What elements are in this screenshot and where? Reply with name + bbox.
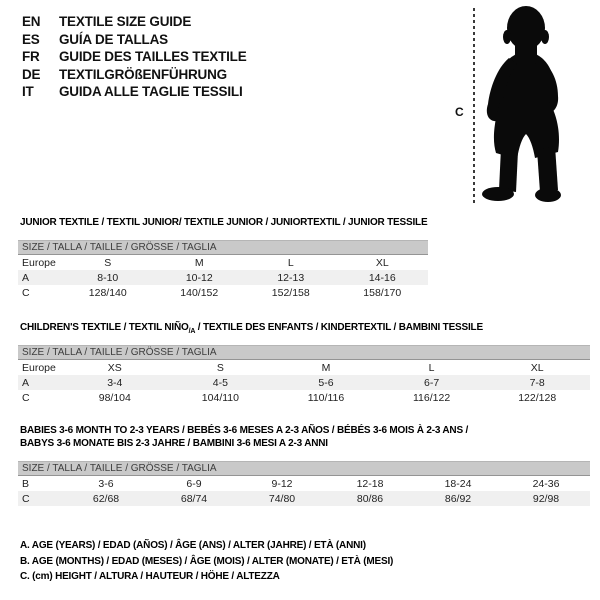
size-cell: 6-7 [379, 375, 485, 390]
row-label: C [22, 391, 30, 404]
language-code: EN [22, 14, 41, 29]
size-header-row [18, 462, 590, 476]
size-column-header: XS [107, 361, 122, 374]
measurement-legend [20, 538, 393, 585]
children-size-table [18, 345, 590, 405]
language-row [22, 48, 247, 66]
size-header-band: SIZE / TALLA / TAILLE / GRÖSSE / TAGLIA [18, 241, 428, 255]
row-label: B [22, 477, 30, 490]
column-header-row [18, 255, 428, 271]
language-code: ES [22, 31, 40, 47]
size-cell: 9-12 [271, 477, 293, 490]
table-row-a [18, 375, 590, 390]
size-cell: 6-9 [186, 477, 202, 490]
language-title: TEXTILGRÖßENFÜHRUNG [59, 66, 227, 82]
language-row [22, 83, 247, 101]
children-title-suffix: / TEXTILE DES ENFANTS / KINDERTEXTIL / BAMBINI TESSILE [195, 322, 483, 333]
size-cell: 104/110 [201, 391, 239, 404]
size-cell: 3-6 [98, 477, 114, 490]
size-column-header: S [104, 256, 112, 269]
language-title: GUÍA DE TALLAS [59, 31, 168, 47]
language-code: FR [22, 49, 40, 64]
children-title-subscript: /A [188, 328, 196, 335]
row-label: C [18, 491, 62, 506]
table-row-c [18, 285, 428, 300]
babies-size-table [18, 461, 590, 506]
size-cell: 18-24 [444, 477, 472, 490]
babies-section-title [20, 424, 468, 450]
size-cell: 68/74 [150, 491, 238, 506]
language-row [22, 13, 247, 31]
language-code: DE [22, 66, 41, 82]
size-header-band: SIZE / TALLA / TAILLE / GRÖSSE / TAGLIA [18, 346, 590, 360]
legend-line-b: B. AGE (MONTHS) / EDAD (MESES) / ÂGE (MOIS) / ALTER (MONATE) / ETÀ (MESI) [20, 555, 394, 567]
size-column-header: M [321, 361, 331, 374]
children-section-title [20, 321, 483, 338]
children-title-prefix: CHILDREN'S TEXTILE / TEXTIL NIÑO [20, 322, 189, 333]
language-row [22, 66, 247, 84]
size-cell: 3-4 [62, 375, 168, 390]
size-cell: 5-6 [273, 375, 379, 390]
size-cell: 98/104 [98, 391, 131, 404]
size-cell: 24-36 [532, 477, 560, 490]
junior-size-table [18, 240, 428, 300]
size-cell: 62/68 [62, 491, 150, 506]
size-cell: 158/170 [363, 286, 402, 299]
babies-title-line2: BABYS 3-6 MONATE BIS 2-3 JAHRE / BAMBINI 3-6 MESI A 2-3 ANNI [20, 438, 328, 449]
size-cell: 92/98 [502, 491, 590, 506]
row-label: C [22, 286, 30, 299]
table-row-b [18, 476, 590, 492]
height-measure-dashed-line [473, 8, 475, 206]
size-column-header: M [194, 256, 204, 269]
size-cell: 14-16 [337, 270, 429, 285]
size-column-header: XL [375, 256, 389, 269]
toddler-silhouette-image [481, 5, 567, 205]
height-c-label: C [455, 105, 464, 119]
size-cell: 74/80 [238, 491, 326, 506]
language-row [22, 31, 247, 49]
language-title-list [22, 13, 247, 101]
table-row-c [18, 390, 590, 405]
size-cell: 122/128 [518, 391, 557, 404]
language-title: GUIDA ALLE TAGLIE TESSILI [59, 84, 243, 99]
table-row-c [18, 491, 590, 506]
size-cell: 8-10 [62, 270, 154, 285]
size-cell: 152/158 [271, 286, 310, 299]
region-label: Europe [22, 256, 56, 269]
size-cell: 110/116 [307, 391, 345, 404]
size-cell: 10-12 [154, 270, 246, 285]
language-title: GUIDE DES TAILLES TEXTILE [59, 49, 247, 64]
size-cell: 12-13 [245, 270, 337, 285]
size-cell: 80/86 [326, 491, 414, 506]
size-cell: 116/122 [412, 391, 451, 404]
size-header-band: SIZE / TALLA / TAILLE / GRÖSSE / TAGLIA [18, 462, 590, 476]
size-cell: 140/152 [180, 286, 219, 299]
size-cell: 4-5 [168, 375, 274, 390]
column-header-row [18, 360, 590, 376]
size-cell: 7-8 [484, 375, 590, 390]
size-header-row [18, 346, 590, 360]
size-cell: 12-18 [356, 477, 384, 490]
legend-line-a: A. AGE (YEARS) / EDAD (AÑOS) / ÂGE (ANS) / ALTER (JAHRE) / ETÀ (ANNI) [20, 540, 366, 551]
row-label: A [18, 375, 62, 390]
region-label: Europe [22, 361, 56, 374]
size-cell: 86/92 [414, 491, 502, 506]
size-column-header: XL [530, 361, 544, 374]
row-label: A [18, 270, 62, 285]
size-cell: 128/140 [88, 286, 127, 299]
junior-section-title: JUNIOR TEXTILE / TEXTIL JUNIOR/ TEXTILE JUNIOR / JUNIORTEXTIL / JUNIOR TESSILE [20, 217, 428, 228]
size-column-header: L [287, 256, 294, 269]
size-header-row [18, 241, 428, 255]
size-column-header: S [216, 361, 224, 374]
babies-title-line1: BABIES 3-6 MONTH TO 2-3 YEARS / BEBÉS 3-6 MESES A 2-3 AÑOS / BÉBÉS 3-6 MOIS À 2-3 ANS / [20, 425, 469, 436]
language-title: TEXTILE SIZE GUIDE [59, 14, 192, 29]
language-code: IT [22, 84, 34, 99]
legend-line-c: C. (cm) HEIGHT / ALTURA / HAUTEUR / HÖHE / ALTEZZA [20, 571, 280, 582]
size-column-header: L [428, 361, 435, 374]
table-row-a [18, 270, 428, 285]
